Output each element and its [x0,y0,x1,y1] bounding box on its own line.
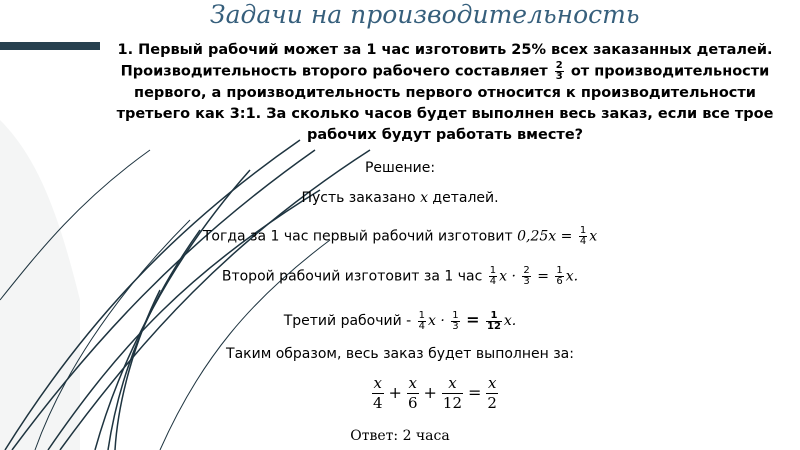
step-4-tail: x. [503,313,517,329]
fraction-denominator: 3 [452,320,459,332]
step-4-fraction-1 [418,311,426,332]
step-3 [0,266,800,287]
fraction-denominator: 3 [523,276,530,287]
fraction-numerator: 1 [556,265,563,276]
step-1-text: Пусть заказано [301,190,416,206]
step-2-expr: 0,25x = [517,228,573,245]
step-2 [0,226,800,247]
problem-text-part2: от производительности первого, а производительность первого относится к производительности третьего как 3:1. За сколько часов будет выполнен весь заказ, если все трое рабочих будут работать вместе? [116,63,774,143]
fraction-numerator: 1 [579,225,587,236]
plus-sign: + [423,383,437,402]
step-4 [0,310,800,332]
solution-label: Решение: [364,160,436,176]
step-2-tail: x [589,228,598,245]
step-3-text: Второй рабочий изготовит за 1 час [221,268,483,285]
fraction-denominator: 12 [442,394,462,412]
fraction-denominator: 3 [555,71,563,82]
equation-term-3 [442,376,463,411]
answer: Ответ: 2 часа [350,428,450,444]
step-3-equals: = [537,268,549,285]
slide-title: Задачи на производительность [210,0,640,29]
step-1-var: x [420,190,428,206]
step-3-fraction-3 [555,266,563,287]
step-3-fraction-1 [489,266,497,287]
equation-term-2 [407,376,419,411]
fraction-denominator: 4 [489,276,497,287]
problem-text-part1: 1. Первый рабочий может за 1 час изготовить 25% всех заказанных деталей. Производительность второго рабочего составляет [117,42,773,80]
fraction-denominator: 4 [418,320,426,332]
step-3-mid: x · [499,268,516,285]
fraction-numerator: 2 [555,60,563,71]
fraction-numerator: x [408,374,417,392]
fraction-denominator: 4 [373,394,383,412]
step-2-fraction [579,226,587,247]
equation-term-4 [486,376,498,411]
fraction-numerator: 1 [486,311,502,322]
step-3-fraction-2 [522,266,530,287]
fraction-denominator: 2 [487,394,497,412]
fraction-numerator: x [487,374,497,392]
fraction-numerator: x [442,376,463,394]
fraction-two-thirds [555,61,564,82]
step-1-tail: деталей. [432,190,499,206]
step-3-tail: x. [565,268,579,285]
step-2-text: Тогда за 1 час первый рабочий изготовит [202,228,513,245]
fraction-denominator: 6 [407,394,418,412]
fraction-numerator: 1 [418,309,426,321]
equation-term-1 [372,376,384,411]
fraction-denominator: 4 [579,236,587,247]
equals-sign: = [468,383,482,402]
plus-sign: + [388,383,402,402]
step-4-fraction-2 [451,311,459,332]
fraction-numerator: x [373,374,382,392]
fraction-numerator: 1 [452,309,459,321]
step-4-text: Третий рабочий - [283,313,412,329]
fraction-denominator: 12 [486,320,501,332]
final-equation [370,376,500,411]
accent-bar [0,42,100,50]
step-1 [0,190,800,206]
fraction-numerator: 2 [523,265,530,276]
step-4-equals: = [466,310,480,329]
step-5: Таким образом, весь заказ будет выполнен за: [226,346,574,362]
fraction-denominator: 6 [556,276,563,287]
fraction-numerator: 1 [489,265,497,276]
step-4-fraction-3 [486,311,502,332]
step-4-mid: x · [428,313,445,329]
problem-statement [105,40,785,146]
